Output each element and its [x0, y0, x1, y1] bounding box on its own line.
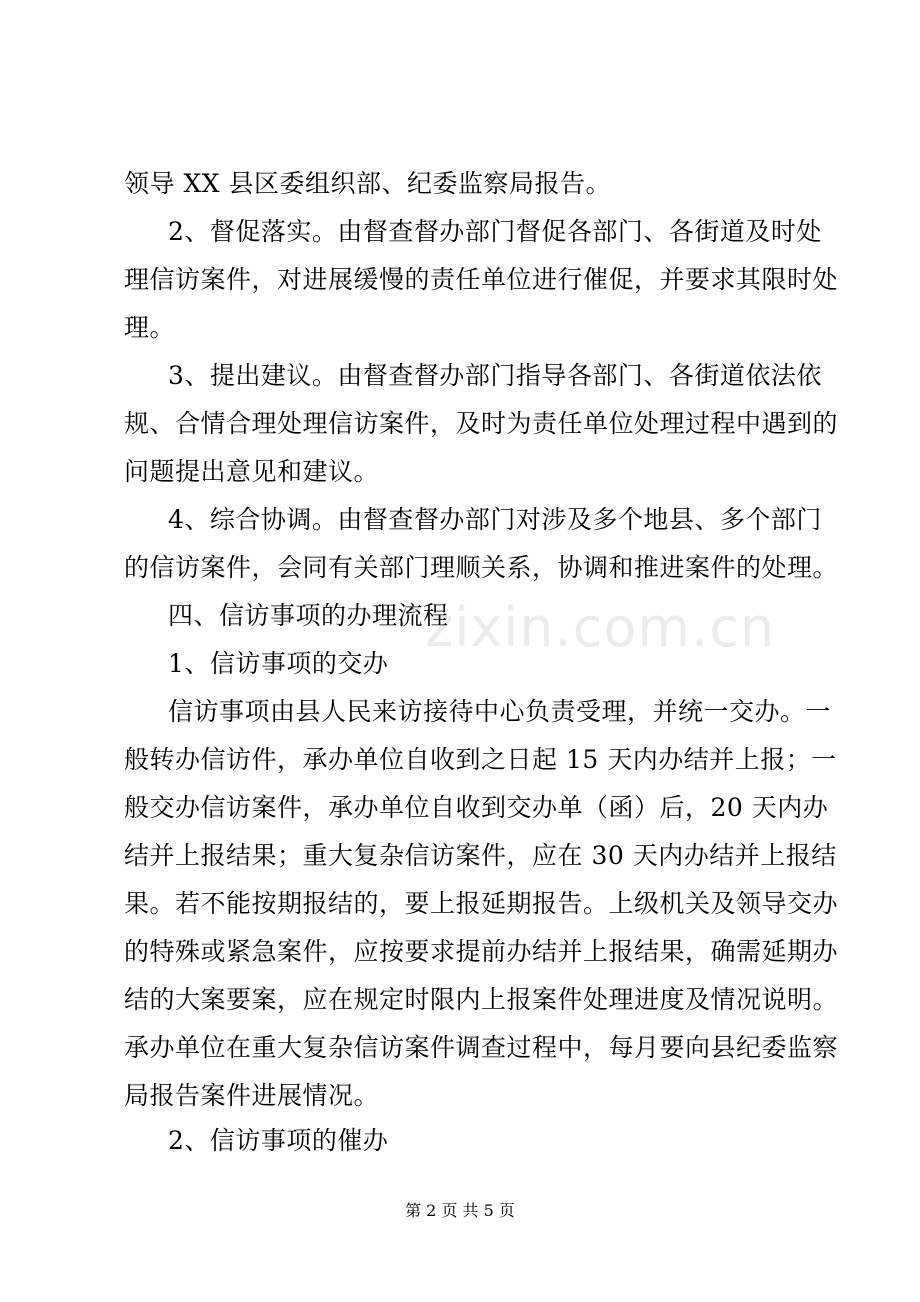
text-line: 局报告案件进展情况。: [124, 1081, 380, 1110]
page-footer: 第 2 页 共 5 页: [405, 1201, 515, 1220]
subsection-heading: 2、信访事项的催办: [168, 1126, 389, 1155]
text-line: 3、提出建议。由督查督办部门指导各部门、各街道依法依: [168, 361, 822, 390]
section-heading: 四、信访事项的办理流程: [168, 601, 449, 630]
text-line: 理信访案件，对进展缓慢的责任单位进行催促，并要求其限时处: [124, 265, 839, 294]
text-line: 承办单位在重大复杂信访案件调查过程中，每月要向县纪委监察: [124, 1033, 839, 1062]
text-line: 理。: [124, 313, 176, 342]
text-line: 的信访案件，会同有关部门理顺关系，协调和推进案件的处理。: [124, 553, 839, 582]
text-line: 的特殊或紧急案件，应按要求提前办结并上报结果，确需延期办: [124, 937, 839, 966]
text-line: 结并上报结果；重大复杂信访案件，应在 30 天内办结并上报结: [124, 841, 837, 870]
text-line: 问题提出意见和建议。: [124, 457, 380, 486]
text-line: 4、综合协调。由督查督办部门对涉及多个地县、多个部门: [168, 505, 822, 534]
text-line: 般转办信访件，承办单位自收到之日起 15 天内办结并上报；一: [124, 745, 837, 774]
text-line: 果。若不能按期报结的，要上报延期报告。上级机关及领导交办: [124, 889, 839, 918]
text-line: 信访事项由县人民来访接待中心负责受理，并统一交办。一: [168, 697, 832, 726]
text-line: 领导 XX 县区委组织部、纪委监察局报告。: [124, 169, 611, 198]
watermark: zixin.com.cn: [425, 596, 776, 659]
text-line: 结的大案要案，应在规定时限内上报案件处理进度及情况说明。: [124, 985, 839, 1014]
body-text-tail: [124, 1117, 824, 1165]
text-line: 2、督促落实。由督查督办部门督促各部门、各街道及时处: [168, 217, 822, 246]
subsection-heading: 1、信访事项的交办: [168, 649, 389, 678]
text-line: 般交办信访案件，承办单位自收到交办单（函）后，20 天内办: [124, 793, 829, 822]
text-line: 规、合情合理处理信访案件，及时为责任单位处理过程中遇到的: [124, 409, 839, 438]
